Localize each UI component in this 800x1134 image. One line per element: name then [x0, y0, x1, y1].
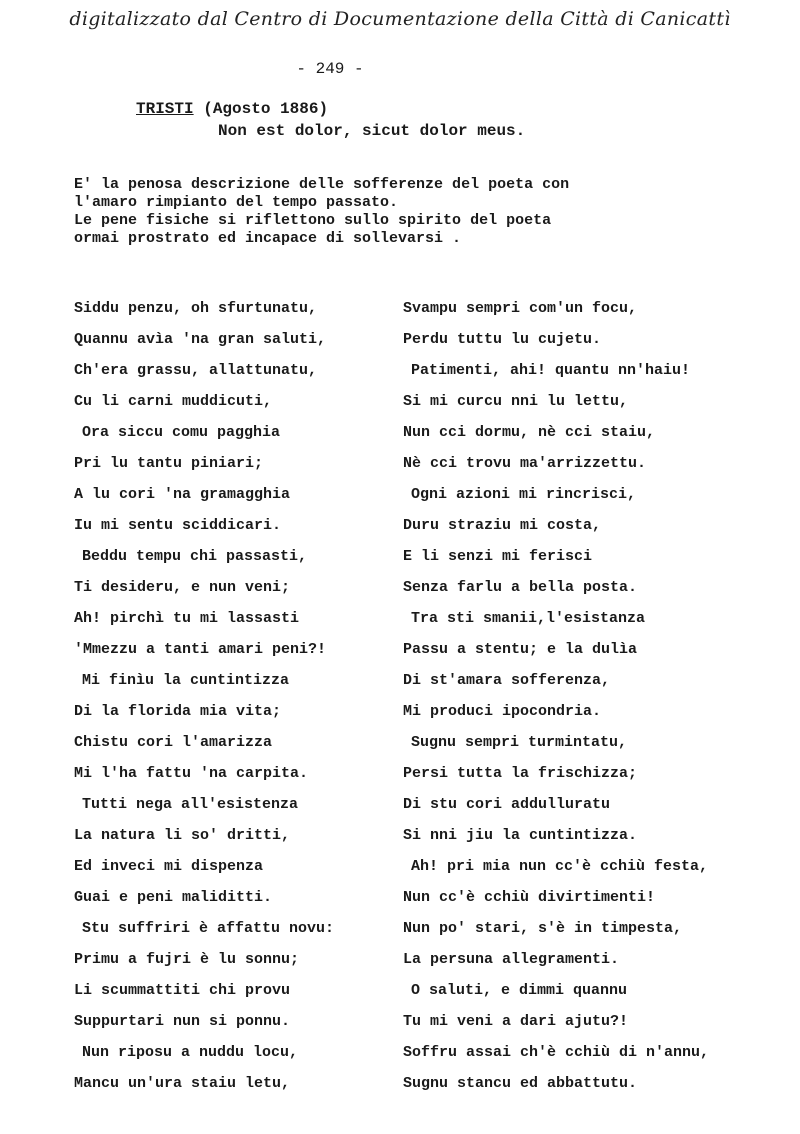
verse-line: Primu a fujri è lu sonnu; — [74, 951, 300, 968]
verse-line: O saluti, e dimmi quannu — [411, 982, 628, 999]
verse-line: Di la florida mia vita; — [74, 703, 282, 720]
verse-line: Duru straziu mi costa, — [403, 517, 602, 534]
verse-line: Nun po' stari, s'è in timpesta, — [403, 920, 683, 937]
verse-line: Senza farlu a bella posta. — [403, 579, 638, 596]
verse-line: Cu li carni muddicuti, — [74, 393, 273, 410]
verse-line: La natura li so' dritti, — [74, 827, 291, 844]
verse-line: La persuna allegramenti. — [403, 951, 620, 968]
verse-line: Si nni jiu la cuntintizza. — [403, 827, 638, 844]
verse-line: Ah! pri mia nun cc'è cchiù festa, — [411, 858, 709, 875]
verse-line: Guai e peni maliditti. — [74, 889, 273, 906]
verse-line: Siddu penzu, oh sfurtunatu, — [74, 300, 318, 317]
verse-line: Nun cc'è cchiù divirtimenti! — [403, 889, 656, 906]
verse-line: Pri lu tantu piniari; — [74, 455, 264, 472]
verse-line: Svampu sempri com'un focu, — [403, 300, 638, 317]
verse-line: Tu mi veni a dari ajutu?! — [403, 1013, 629, 1030]
verse-line: Iu mi sentu sciddicari. — [74, 517, 282, 534]
verse-line: E li senzi mi ferisci — [403, 548, 593, 565]
verse-line: Ora siccu comu pagghia — [82, 424, 281, 441]
verse-line: Perdu tuttu lu cujetu. — [403, 331, 602, 348]
verse-line: Mi produci ipocondria. — [403, 703, 602, 720]
verse-line: Nun cci dormu, nè cci staiu, — [403, 424, 656, 441]
poem-epigraph: Non est dolor, sicut dolor meus. — [218, 122, 526, 140]
page-number: - 249 - — [296, 60, 364, 78]
verse-column-right — [403, 293, 783, 1099]
verse-line: Tutti nega all'esistenza — [82, 796, 299, 813]
intro-line: E' la penosa descrizione delle sofferenze del poeta con — [74, 176, 570, 193]
verse-line: Tra sti smanii,l'esistanza — [411, 610, 646, 627]
verse-line: Sugnu sempri turmintatu, — [411, 734, 628, 751]
verse-line: Stu suffriri è affattu novu: — [82, 920, 335, 937]
verse-line: Nun riposu a nuddu locu, — [82, 1044, 299, 1061]
verse-line: Soffru assai ch'è cchiù di n'annu, — [403, 1044, 710, 1061]
poem-date: (Agosto 1886) — [203, 100, 329, 118]
verse-line: Sugnu stancu ed abbattutu. — [403, 1075, 638, 1092]
verse-line: Passu a stentu; e la dulìa — [403, 641, 638, 658]
intro-line: Le pene fisiche si riflettono sullo spirito del poeta — [74, 212, 552, 229]
verse-line: Di st'amara sofferenza, — [403, 672, 611, 689]
verse-column-left — [74, 293, 404, 1099]
intro-line: l'amaro rimpianto del tempo passato. — [74, 194, 399, 211]
intro-line: ormai prostrato ed incapace di sollevarsi . — [74, 230, 462, 247]
verse-line: Beddu tempu chi passasti, — [82, 548, 308, 565]
poem-title: TRISTI — [136, 100, 194, 118]
verse-line: Ch'era grassu, allattunatu, — [74, 362, 318, 379]
verse-line: Ogni azioni mi rincrisci, — [411, 486, 637, 503]
digitization-watermark: digitalizzato dal Centro di Documentazione della Città di Canicattì — [69, 8, 731, 30]
verse-line: Ti desideru, e nun veni; — [74, 579, 291, 596]
verse-line: Ah! pirchì tu mi lassasti — [74, 610, 300, 627]
verse-line: 'Mmezzu a tanti amari peni?! — [74, 641, 327, 658]
verse-line: Mi finìu la cuntintizza — [82, 672, 290, 689]
verse-line: Di stu cori addulluratu — [403, 796, 611, 813]
verse-line: A lu cori 'na gramagghia — [74, 486, 291, 503]
verse-line: Quannu avìa 'na gran saluti, — [74, 331, 327, 348]
poem-heading — [136, 100, 328, 118]
verse-line: Suppurtari nun si ponnu. — [74, 1013, 291, 1030]
verse-line: Li scummattiti chi provu — [74, 982, 291, 999]
intro-paragraph — [74, 176, 774, 248]
verse-line: Patimenti, ahi! quantu nn'haiu! — [411, 362, 691, 379]
verse-line: Ed inveci mi dispenza — [74, 858, 264, 875]
verse-line: Mancu un'ura staiu letu, — [74, 1075, 291, 1092]
verse-line: Nè cci trovu ma'arrizzettu. — [403, 455, 647, 472]
verse-line: Mi l'ha fattu 'na carpita. — [74, 765, 309, 782]
verse-line: Si mi curcu nni lu lettu, — [403, 393, 629, 410]
verse-line: Chistu cori l'amarizza — [74, 734, 273, 751]
verse-line: Persi tutta la frischizza; — [403, 765, 638, 782]
